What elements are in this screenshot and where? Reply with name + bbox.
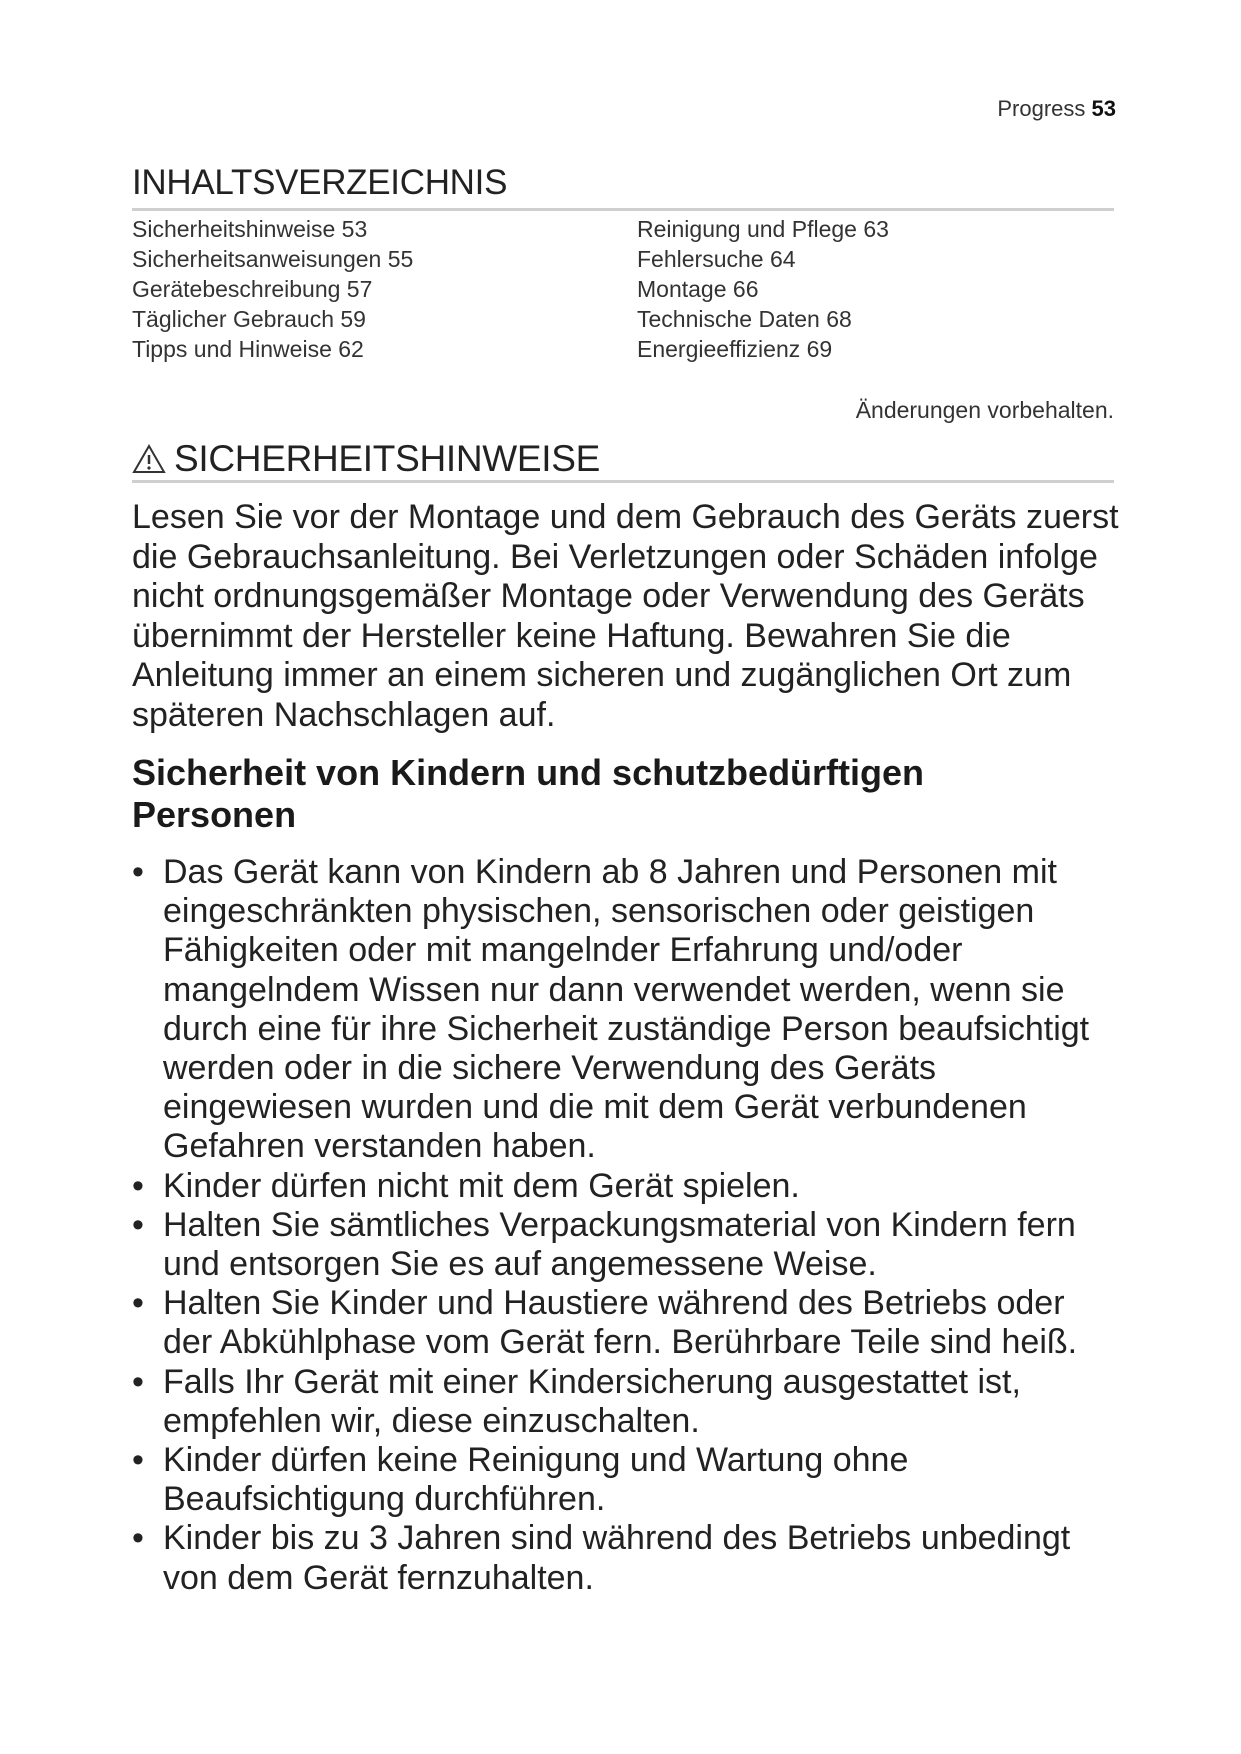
toc-divider — [132, 208, 1114, 211]
toc-entry: Reinigung und Pflege 63 — [637, 216, 889, 242]
list-item: • Kinder bis zu 3 Jahren sind während des Betriebs unbedingt von dem Gerät fernzuhalten. — [132, 1519, 1122, 1597]
list-item: • Halten Sie sämtliches Verpackungsmaterial von Kindern fern und entsorgen Sie es auf angemessene Weise. — [132, 1206, 1122, 1284]
list-item: • Das Gerät kann von Kindern ab 8 Jahren und Personen mit eingeschränkten physischen, sensorischen oder geistigen Fähigkeiten oder mit mangelnder Erfahrung und/oder mangelndem Wissen nur dann verwendet werden, wenn sie durch eine für ihre Sicherheit zuständige Person beaufsichtigt werden oder in die sichere Verwendung des Geräts eingewiesen wurden und die mit dem Gerät verbundenen Gefahren verstanden haben. — [132, 853, 1122, 1167]
toc-title: INHALTSVERZEICHNIS — [132, 163, 508, 202]
toc-entry: Sicherheitsanweisungen 55 — [132, 246, 414, 272]
changes-note: Änderungen vorbehalten. — [855, 397, 1114, 423]
toc-entry: Sicherheitshinweise 53 — [132, 216, 368, 242]
table-of-contents — [132, 214, 1114, 364]
list-item: • Halten Sie Kinder und Haustiere während des Betriebs oder der Abkühlphase vom Gerät fern. Berührbare Teile sind heiß. — [132, 1284, 1122, 1362]
section-divider — [132, 480, 1114, 483]
toc-entry: Montage 66 — [637, 276, 759, 302]
section-title — [132, 438, 600, 480]
list-item: • Kinder dürfen nicht mit dem Gerät spielen. — [132, 1167, 1122, 1206]
toc-entry: Technische Daten 68 — [637, 306, 852, 332]
section-title-text: SICHERHEITSHINWEISE — [174, 438, 601, 479]
toc-entry: Gerätebeschreibung 57 — [132, 276, 373, 302]
brand-name: Progress — [997, 96, 1086, 121]
subsection-heading: Sicherheit von Kindern und schutzbedürftigen Personen — [132, 752, 925, 835]
safety-bullet-list — [132, 853, 1122, 1598]
warning-triangle-icon — [132, 444, 166, 474]
toc-entry: Täglicher Gebrauch 59 — [132, 306, 366, 332]
toc-entry: Energieeffizienz 69 — [637, 336, 833, 362]
toc-right-column — [637, 214, 889, 364]
toc-entry: Tipps und Hinweise 62 — [132, 336, 364, 362]
intro-paragraph: Lesen Sie vor der Montage und dem Gebrauch des Geräts zuerst die Gebrauchsanleitung. Bei Verletzungen oder Schäden infolge nicht ordnungsgemäßer Montage oder Verwendung des Geräts übernimmt der Hersteller keine Haftung. Bewahren Sie die Anleitung immer an einem sicheren und zugänglichen Ort zum späteren Nachschlagen auf. — [132, 498, 1119, 734]
toc-left-column — [132, 214, 637, 364]
page-header — [997, 96, 1116, 122]
page-number: 53 — [1091, 96, 1116, 121]
toc-entry: Fehlersuche 64 — [637, 246, 796, 272]
list-item: • Falls Ihr Gerät mit einer Kindersicherung ausgestattet ist, empfehlen wir, diese einzuschalten. — [132, 1363, 1122, 1441]
list-item: • Kinder dürfen keine Reinigung und Wartung ohne Beaufsichtigung durchführen. — [132, 1441, 1122, 1519]
